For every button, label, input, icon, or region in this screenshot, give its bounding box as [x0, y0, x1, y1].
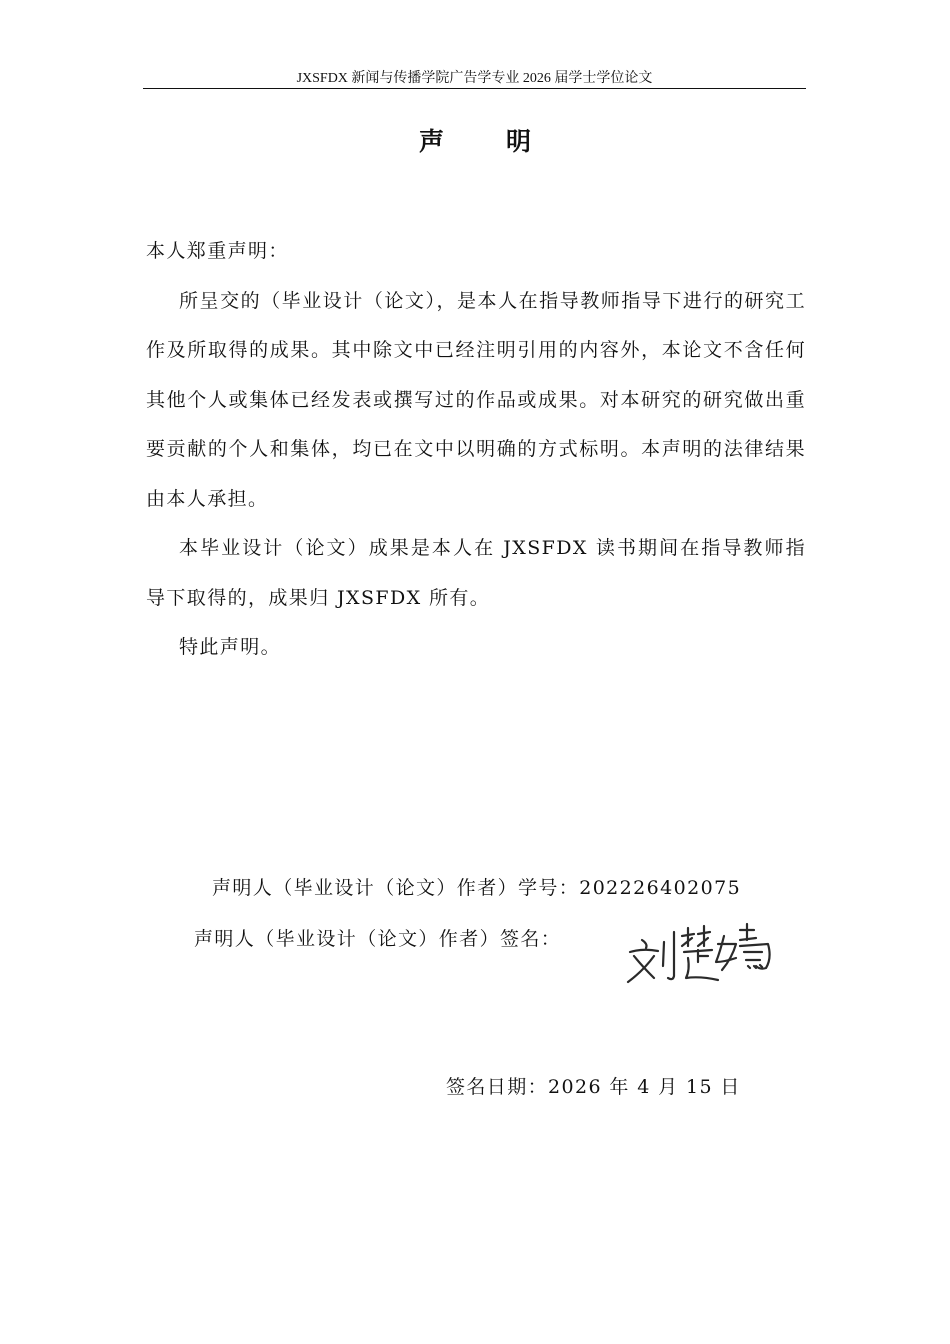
handwritten-signature	[620, 918, 780, 998]
declaration-body	[146, 227, 806, 673]
paragraph-originality: 所呈交的（毕业设计（论文），是本人在指导教师指导下进行的研究工作及所取得的成果。其中除文中已经注明引用的内容外，本论文不含任何其他个人或集体已经发表或撰写过的作品或成果。对本研究的研究做出重要贡献的个人和集体，均已在文中以明确的方式标明。本声明的法律结果由本人承担。	[146, 289, 806, 510]
closing-line: 特此声明。	[179, 636, 282, 658]
signature-date: 签名日期：2026 年 4 月 15 日	[446, 1076, 741, 1098]
running-header: JXSFDX 新闻与传播学院广告学专业 2026 届学士学位论文	[296, 71, 653, 86]
opening-line: 本人郑重声明：	[146, 240, 289, 262]
paragraph-ownership: 本毕业设计（论文）成果是本人在 JXSFDX 读书期间在指导教师指导下取得的，成果归 JXSFDX 所有。	[146, 537, 806, 609]
student-id-line: 声明人（毕业设计（论文）作者）学号：202226402075	[212, 877, 742, 899]
signature-label: 声明人（毕业设计（论文）作者）签名：	[194, 928, 562, 950]
header-rule	[143, 88, 806, 89]
page-title: 声明	[418, 127, 593, 156]
